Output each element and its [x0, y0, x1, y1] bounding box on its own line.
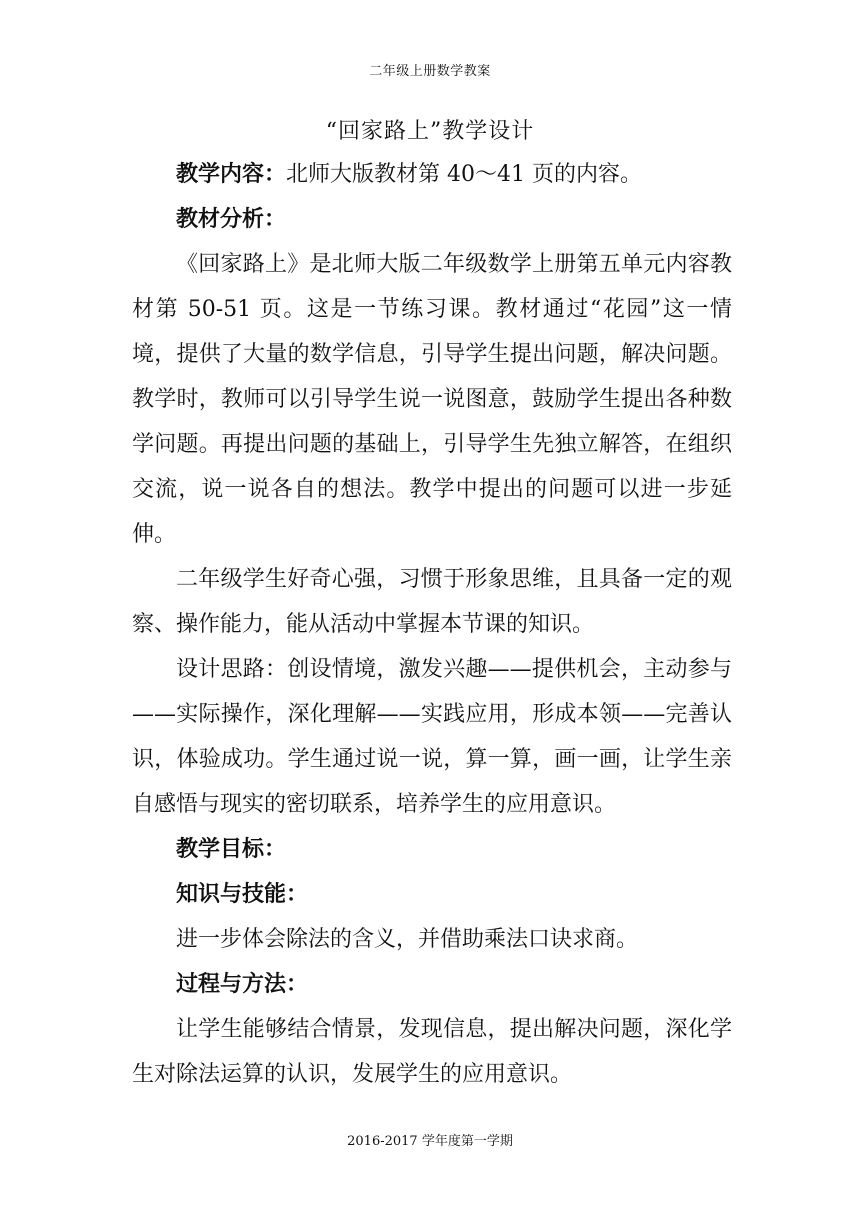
teaching-content-line — [132, 152, 732, 197]
process-heading: 过程与方法： — [176, 972, 309, 997]
teaching-content-label: 教学内容： — [176, 162, 287, 187]
page-header: 二年级上册数学教案 — [369, 64, 491, 79]
teaching-content-text: 北师大版教材第 40～41 页的内容。 — [286, 162, 642, 187]
goals-heading: 教学目标： — [176, 837, 287, 862]
analysis-paragraph-2: 二年级学生好奇心强，习惯于形象思维，且具备一定的观察、操作能力，能从活动中掌握本节课的知识。 — [132, 567, 732, 637]
document-body — [132, 152, 732, 1097]
knowledge-text: 进一步体会除法的含义，并借助乘法口诀求商。 — [176, 927, 639, 952]
page-footer: 2016-2017 学年度第一学期 — [347, 1134, 513, 1149]
process-text: 让学生能够结合情景，发现信息，提出解决问题，深化学生对除法运算的认识，发展学生的应用意识。 — [132, 1017, 732, 1087]
analysis-heading: 教材分析： — [176, 207, 287, 232]
analysis-paragraph-3: 设计思路：创设情境，激发兴趣——提供机会，主动参与——实际操作，深化理解——实践应用，形成本领——完善认识，体验成功。学生通过说一说，算一算，画一画，让学生亲自感悟与现实的密切联系，培养学生的应用意识。 — [132, 657, 732, 817]
knowledge-heading: 知识与技能： — [176, 882, 309, 907]
analysis-paragraph-1: 《回家路上》是北师大版二年级数学上册第五单元内容教材第 50-51 页。这是一节练习课。教材通过“花园”这一情境，提供了大量的数学信息，引导学生提出问题，解决问题。教学时，教师可以引导学生说一说图意，鼓励学生提出各种数学问题。再提出问题的基础上，引导学生先独立解答，在组织交流，说一说各自的想法。教学中提出的问题可以进一步延伸。 — [132, 252, 732, 547]
document-title: “回家路上”教学设计 — [325, 119, 535, 144]
